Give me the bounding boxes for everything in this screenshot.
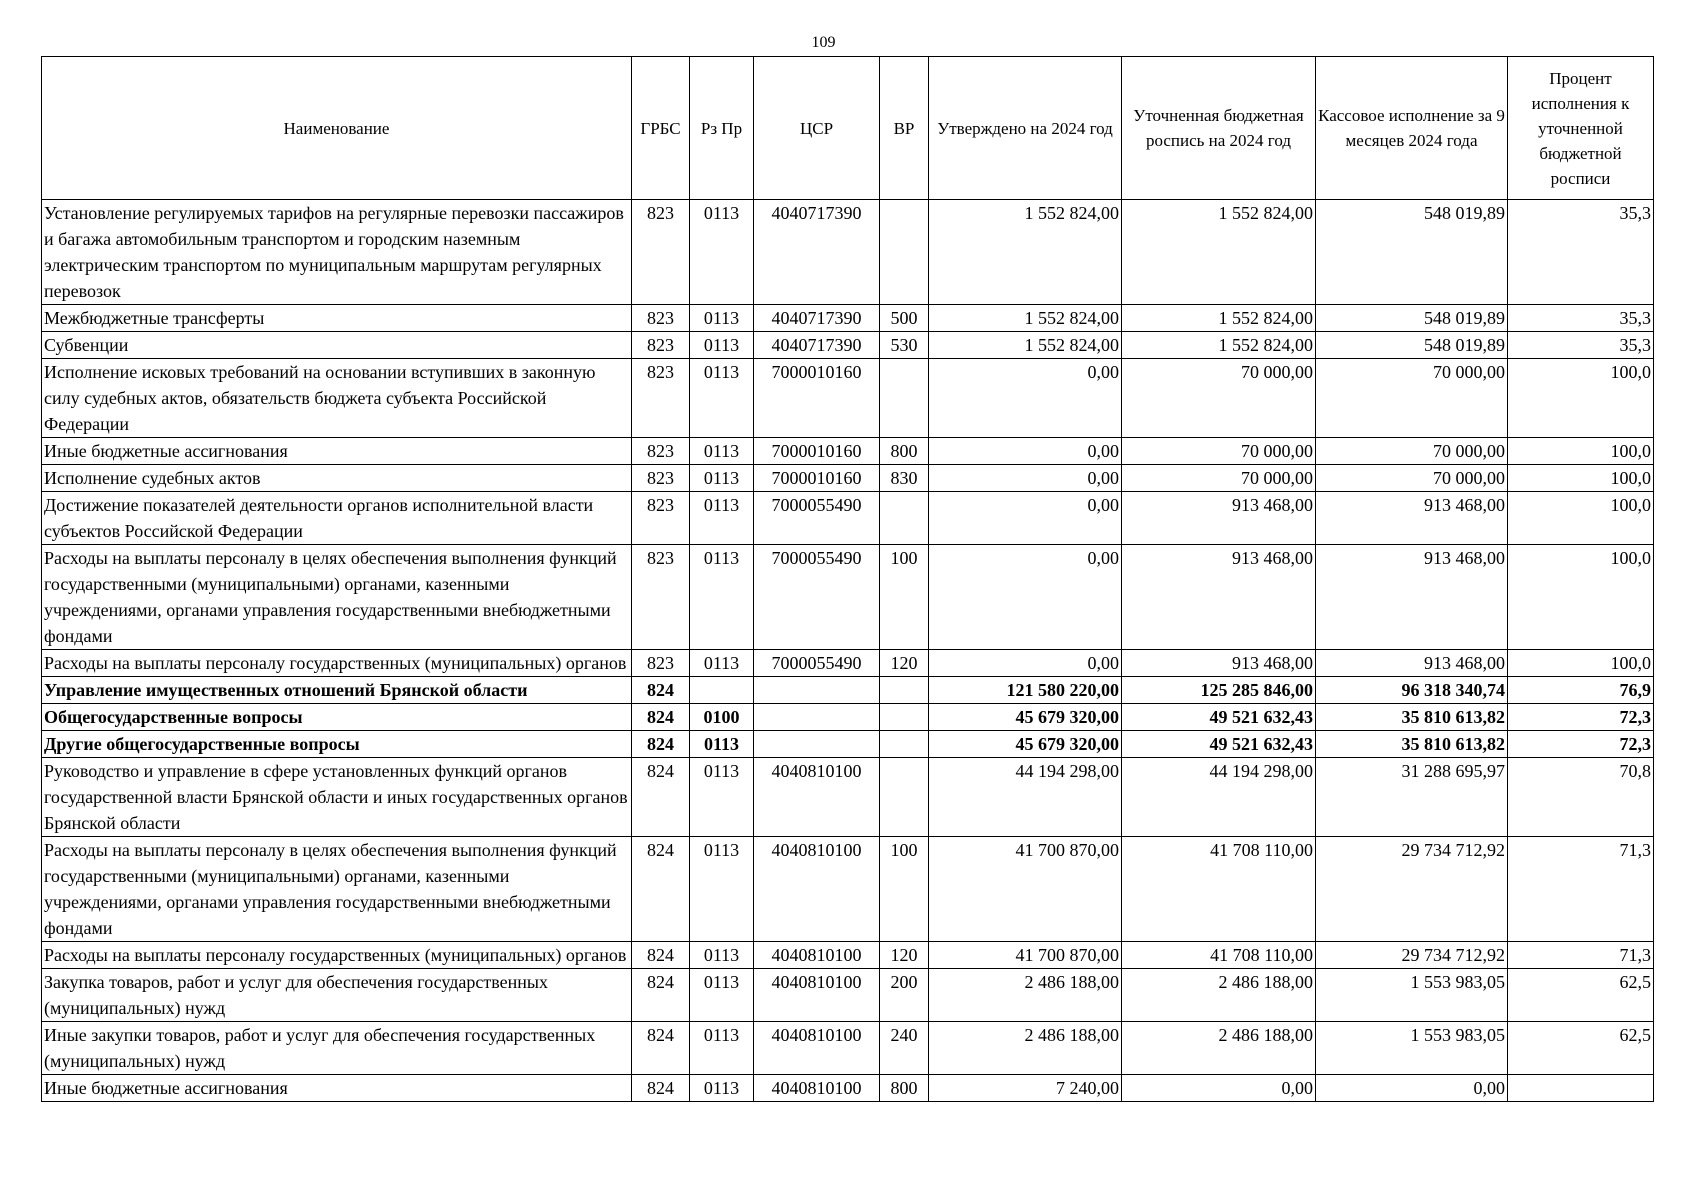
col-header-percent: Процент исполнения к уточненной бюджетной росписи <box>1508 57 1654 200</box>
cell-percent: 70,8 <box>1508 758 1654 837</box>
cell-csr: 7000055490 <box>754 545 880 650</box>
cell-refined: 125 285 846,00 <box>1122 677 1316 704</box>
cell-percent: 100,0 <box>1508 492 1654 545</box>
cell-grbs: 823 <box>632 332 690 359</box>
cell-csr: 4040810100 <box>754 1022 880 1075</box>
cell-refined: 1 552 824,00 <box>1122 200 1316 305</box>
cell-cash: 70 000,00 <box>1316 438 1508 465</box>
cell-grbs: 824 <box>632 837 690 942</box>
cell-cash: 70 000,00 <box>1316 465 1508 492</box>
cell-csr: 4040810100 <box>754 942 880 969</box>
cell-cash: 913 468,00 <box>1316 492 1508 545</box>
cell-refined: 70 000,00 <box>1122 465 1316 492</box>
cell-approved: 41 700 870,00 <box>929 837 1122 942</box>
cell-refined: 1 552 824,00 <box>1122 332 1316 359</box>
table-row <box>42 677 1654 704</box>
cell-csr: 4040810100 <box>754 969 880 1022</box>
cell-percent: 62,5 <box>1508 969 1654 1022</box>
cell-vr: 120 <box>880 650 929 677</box>
col-header-rzpr: Рз Пр <box>690 57 754 200</box>
cell-refined: 913 468,00 <box>1122 545 1316 650</box>
cell-cash: 548 019,89 <box>1316 305 1508 332</box>
cell-refined: 2 486 188,00 <box>1122 969 1316 1022</box>
cell-cash: 913 468,00 <box>1316 545 1508 650</box>
cell-approved: 1 552 824,00 <box>929 200 1122 305</box>
cell-refined: 41 708 110,00 <box>1122 942 1316 969</box>
cell-rzpr: 0113 <box>690 332 754 359</box>
table-row <box>42 731 1654 758</box>
cell-cash: 1 553 983,05 <box>1316 969 1508 1022</box>
cell-vr: 240 <box>880 1022 929 1075</box>
cell-name: Расходы на выплаты персоналу государственных (муниципальных) органов <box>42 650 632 677</box>
cell-approved: 7 240,00 <box>929 1075 1122 1102</box>
cell-approved: 0,00 <box>929 359 1122 438</box>
cell-approved: 1 552 824,00 <box>929 332 1122 359</box>
cell-grbs: 824 <box>632 677 690 704</box>
cell-rzpr: 0113 <box>690 731 754 758</box>
cell-refined: 913 468,00 <box>1122 650 1316 677</box>
table-row <box>42 704 1654 731</box>
cell-csr <box>754 704 880 731</box>
cell-cash: 31 288 695,97 <box>1316 758 1508 837</box>
cell-percent: 100,0 <box>1508 545 1654 650</box>
page-number <box>0 34 1697 52</box>
table-row <box>42 438 1654 465</box>
cell-grbs: 824 <box>632 942 690 969</box>
cell-approved: 45 679 320,00 <box>929 704 1122 731</box>
cell-percent: 72,3 <box>1508 731 1654 758</box>
cell-cash: 548 019,89 <box>1316 332 1508 359</box>
table-row <box>42 332 1654 359</box>
table-row <box>42 200 1654 305</box>
cell-grbs: 824 <box>632 1022 690 1075</box>
cell-approved: 2 486 188,00 <box>929 969 1122 1022</box>
cell-name: Общегосударственные вопросы <box>42 704 632 731</box>
cell-csr: 4040717390 <box>754 200 880 305</box>
table-row <box>42 758 1654 837</box>
cell-rzpr <box>690 677 754 704</box>
cell-approved: 0,00 <box>929 492 1122 545</box>
cell-csr: 4040810100 <box>754 837 880 942</box>
col-header-refined: Уточненная бюджетная роспись на 2024 год <box>1122 57 1316 200</box>
cell-approved: 44 194 298,00 <box>929 758 1122 837</box>
table-row <box>42 969 1654 1022</box>
cell-csr: 7000055490 <box>754 650 880 677</box>
cell-approved: 0,00 <box>929 650 1122 677</box>
cell-vr <box>880 758 929 837</box>
cell-vr: 200 <box>880 969 929 1022</box>
cell-csr: 4040717390 <box>754 305 880 332</box>
cell-name: Межбюджетные трансферты <box>42 305 632 332</box>
cell-refined: 913 468,00 <box>1122 492 1316 545</box>
cell-csr: 4040810100 <box>754 1075 880 1102</box>
cell-refined: 2 486 188,00 <box>1122 1022 1316 1075</box>
cell-percent: 62,5 <box>1508 1022 1654 1075</box>
cell-approved: 0,00 <box>929 465 1122 492</box>
cell-grbs: 823 <box>632 545 690 650</box>
cell-vr <box>880 704 929 731</box>
cell-cash: 70 000,00 <box>1316 359 1508 438</box>
cell-rzpr: 0113 <box>690 492 754 545</box>
cell-percent: 100,0 <box>1508 438 1654 465</box>
cell-percent <box>1508 1075 1654 1102</box>
cell-rzpr: 0113 <box>690 359 754 438</box>
cell-rzpr: 0113 <box>690 438 754 465</box>
cell-percent: 76,9 <box>1508 677 1654 704</box>
cell-name: Достижение показателей деятельности органов исполнительной власти субъектов Российской Федерации <box>42 492 632 545</box>
cell-rzpr: 0113 <box>690 1022 754 1075</box>
cell-approved: 41 700 870,00 <box>929 942 1122 969</box>
cell-approved: 2 486 188,00 <box>929 1022 1122 1075</box>
cell-vr: 120 <box>880 942 929 969</box>
cell-vr <box>880 200 929 305</box>
cell-cash: 913 468,00 <box>1316 650 1508 677</box>
cell-name: Расходы на выплаты персоналу в целях обеспечения выполнения функций государственными (муниципальными) органами, казенными учреждениями, органами управления государственными внебюджетными фондами <box>42 545 632 650</box>
col-header-csr: ЦСР <box>754 57 880 200</box>
cell-grbs: 823 <box>632 359 690 438</box>
cell-grbs: 824 <box>632 704 690 731</box>
cell-cash: 35 810 613,82 <box>1316 704 1508 731</box>
cell-refined: 49 521 632,43 <box>1122 731 1316 758</box>
cell-rzpr: 0113 <box>690 942 754 969</box>
cell-name: Расходы на выплаты персоналу государственных (муниципальных) органов <box>42 942 632 969</box>
cell-vr: 100 <box>880 545 929 650</box>
cell-rzpr: 0113 <box>690 200 754 305</box>
cell-csr: 4040717390 <box>754 332 880 359</box>
table-row <box>42 305 1654 332</box>
cell-vr: 800 <box>880 1075 929 1102</box>
cell-grbs: 823 <box>632 465 690 492</box>
cell-name: Исполнение исковых требований на основании вступивших в законную силу судебных актов, обязательств бюджета субъекта Российской Федерации <box>42 359 632 438</box>
cell-rzpr: 0113 <box>690 837 754 942</box>
page-number-text: 109 <box>811 34 836 51</box>
cell-cash: 96 318 340,74 <box>1316 677 1508 704</box>
cell-rzpr: 0113 <box>690 305 754 332</box>
cell-cash: 0,00 <box>1316 1075 1508 1102</box>
table-row <box>42 545 1654 650</box>
cell-grbs: 823 <box>632 200 690 305</box>
table-row <box>42 650 1654 677</box>
cell-refined: 41 708 110,00 <box>1122 837 1316 942</box>
cell-rzpr: 0113 <box>690 969 754 1022</box>
table-row <box>42 1022 1654 1075</box>
cell-approved: 0,00 <box>929 545 1122 650</box>
cell-rzpr: 0113 <box>690 758 754 837</box>
cell-name: Установление регулируемых тарифов на регулярные перевозки пассажиров и багажа автомобильным транспортом и городским наземным электрическим транспортом по муниципальным маршрутам регулярных перевозок <box>42 200 632 305</box>
cell-grbs: 823 <box>632 650 690 677</box>
cell-rzpr: 0100 <box>690 704 754 731</box>
cell-grbs: 824 <box>632 1075 690 1102</box>
cell-vr: 800 <box>880 438 929 465</box>
cell-approved: 0,00 <box>929 438 1122 465</box>
table-row <box>42 1075 1654 1102</box>
table-row <box>42 492 1654 545</box>
cell-refined: 70 000,00 <box>1122 438 1316 465</box>
col-header-grbs: ГРБС <box>632 57 690 200</box>
cell-grbs: 823 <box>632 438 690 465</box>
col-header-cash: Кассовое исполнение за 9 месяцев 2024 года <box>1316 57 1508 200</box>
cell-vr: 500 <box>880 305 929 332</box>
cell-name: Иные закупки товаров, работ и услуг для обеспечения государственных (муниципальных) нужд <box>42 1022 632 1075</box>
col-header-vr: ВР <box>880 57 929 200</box>
cell-percent: 100,0 <box>1508 465 1654 492</box>
cell-refined: 70 000,00 <box>1122 359 1316 438</box>
cell-vr <box>880 731 929 758</box>
cell-approved: 1 552 824,00 <box>929 305 1122 332</box>
table-row <box>42 465 1654 492</box>
cell-csr <box>754 731 880 758</box>
table-row <box>42 942 1654 969</box>
cell-percent: 35,3 <box>1508 305 1654 332</box>
cell-csr <box>754 677 880 704</box>
cell-vr: 830 <box>880 465 929 492</box>
cell-rzpr: 0113 <box>690 650 754 677</box>
cell-rzpr: 0113 <box>690 545 754 650</box>
cell-percent: 35,3 <box>1508 332 1654 359</box>
table-header-row <box>42 57 1654 200</box>
cell-percent: 71,3 <box>1508 837 1654 942</box>
cell-csr: 7000010160 <box>754 359 880 438</box>
cell-grbs: 824 <box>632 969 690 1022</box>
cell-cash: 35 810 613,82 <box>1316 731 1508 758</box>
cell-percent: 35,3 <box>1508 200 1654 305</box>
cell-name: Иные бюджетные ассигнования <box>42 438 632 465</box>
table-row <box>42 837 1654 942</box>
cell-name: Закупка товаров, работ и услуг для обеспечения государственных (муниципальных) нужд <box>42 969 632 1022</box>
cell-rzpr: 0113 <box>690 465 754 492</box>
cell-refined: 1 552 824,00 <box>1122 305 1316 332</box>
cell-name: Другие общегосударственные вопросы <box>42 731 632 758</box>
col-header-approved: Утверждено на 2024 год <box>929 57 1122 200</box>
cell-percent: 100,0 <box>1508 650 1654 677</box>
cell-refined: 0,00 <box>1122 1075 1316 1102</box>
table-row <box>42 359 1654 438</box>
cell-csr: 4040810100 <box>754 758 880 837</box>
cell-grbs: 823 <box>632 305 690 332</box>
cell-name: Иные бюджетные ассигнования <box>42 1075 632 1102</box>
cell-vr <box>880 359 929 438</box>
cell-csr: 7000010160 <box>754 465 880 492</box>
cell-vr: 100 <box>880 837 929 942</box>
cell-name: Управление имущественных отношений Брянской области <box>42 677 632 704</box>
cell-grbs: 824 <box>632 758 690 837</box>
cell-cash: 29 734 712,92 <box>1316 942 1508 969</box>
cell-name: Расходы на выплаты персоналу в целях обеспечения выполнения функций государственными (муниципальными) органами, казенными учреждениями, органами управления государственными внебюджетными фондами <box>42 837 632 942</box>
cell-vr <box>880 677 929 704</box>
cell-cash: 29 734 712,92 <box>1316 837 1508 942</box>
cell-refined: 44 194 298,00 <box>1122 758 1316 837</box>
cell-csr: 7000055490 <box>754 492 880 545</box>
cell-rzpr: 0113 <box>690 1075 754 1102</box>
cell-approved: 121 580 220,00 <box>929 677 1122 704</box>
cell-name: Исполнение судебных актов <box>42 465 632 492</box>
cell-name: Руководство и управление в сфере установленных функций органов государственной власти Брянской области и иных государственных органов Брянской области <box>42 758 632 837</box>
cell-refined: 49 521 632,43 <box>1122 704 1316 731</box>
cell-vr <box>880 492 929 545</box>
cell-approved: 45 679 320,00 <box>929 731 1122 758</box>
cell-cash: 548 019,89 <box>1316 200 1508 305</box>
cell-vr: 530 <box>880 332 929 359</box>
cell-name: Субвенции <box>42 332 632 359</box>
col-header-name: Наименование <box>42 57 632 200</box>
cell-grbs: 824 <box>632 731 690 758</box>
cell-csr: 7000010160 <box>754 438 880 465</box>
cell-grbs: 823 <box>632 492 690 545</box>
budget-table <box>41 56 1654 1102</box>
cell-percent: 71,3 <box>1508 942 1654 969</box>
cell-percent: 72,3 <box>1508 704 1654 731</box>
cell-percent: 100,0 <box>1508 359 1654 438</box>
cell-cash: 1 553 983,05 <box>1316 1022 1508 1075</box>
table-body <box>42 200 1654 1102</box>
